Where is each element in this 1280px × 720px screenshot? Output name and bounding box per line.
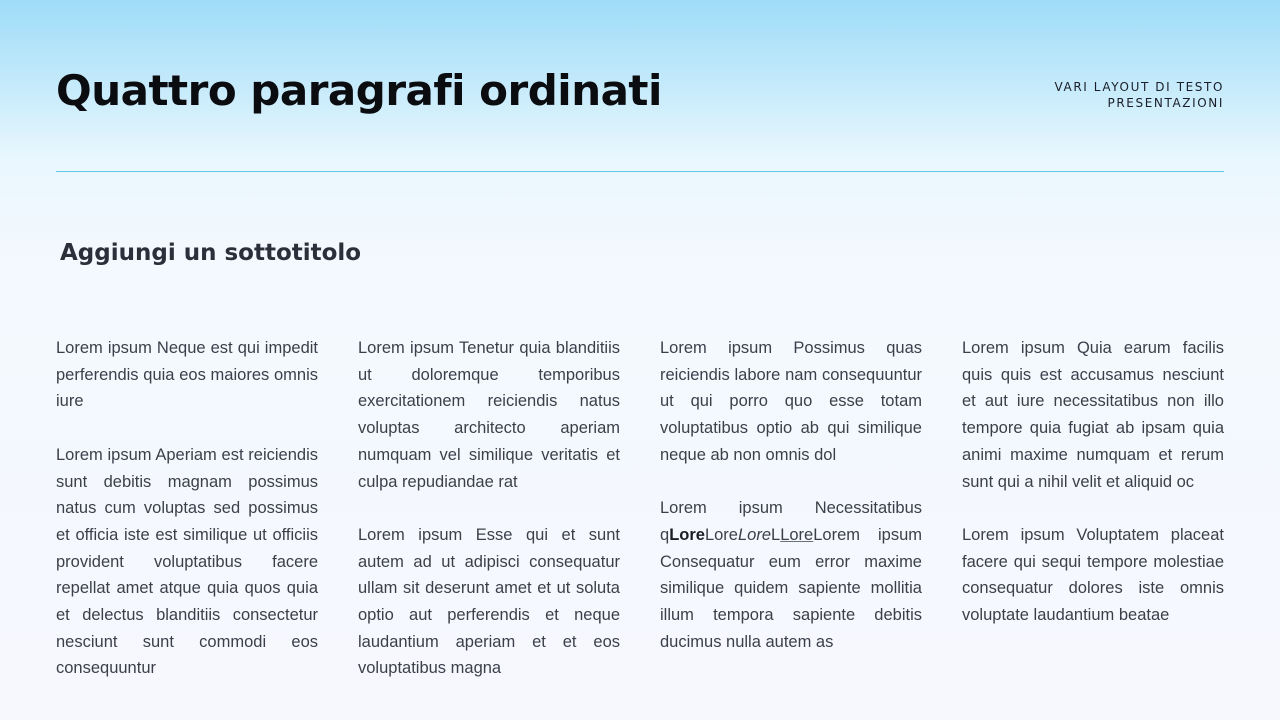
- bold-text: Lore: [669, 525, 705, 544]
- category-tag-line1: VARI LAYOUT DI TESTO: [1054, 80, 1224, 94]
- paragraph-formatted: [660, 495, 922, 655]
- text-run: Lore: [704, 525, 738, 544]
- slide-title: Quattro paragrafi ordinati: [56, 66, 662, 115]
- text-column-2: [358, 335, 620, 709]
- underlined-text: Lore: [780, 525, 814, 544]
- category-tag: [1054, 79, 1224, 111]
- text-column-1: [56, 335, 318, 709]
- text-run: Lorem ipsum Consequatur eum error maxime similique quidem sapiente mollitia illum tempora sapiente debitis ducimus nulla autem as: [660, 525, 922, 651]
- paragraph: Lorem ipsum Neque est qui impedit perferendis quia eos maiores omnis iure: [56, 339, 318, 411]
- header-divider: [56, 171, 1224, 172]
- paragraph: Lorem ipsum Possimus quas reiciendis labore nam consequuntur ut qui porro quo esse totam voluptatibus optio ab qui similique neque ab non omnis dol: [660, 339, 922, 464]
- paragraph: Lorem ipsum Esse qui et sunt autem ad ut adipisci consequatur ullam sit deserunt amet et ut soluta optio aut perferendis et neque laudantium aperiam et et eos voluptatibus magna: [358, 525, 620, 678]
- italic-text: Lore: [737, 525, 772, 544]
- text-column-3: [660, 335, 922, 682]
- text-run: Lorem ipsum Necessitatibus q: [660, 499, 922, 544]
- slide-subtitle: Aggiungi un sottotitolo: [60, 240, 362, 266]
- text-run: L: [771, 525, 781, 544]
- paragraph: Lorem ipsum Tenetur quia blanditiis ut doloremque temporibus exercitationem reiciendis natus voluptas architecto aperiam numquam vel similique veritatis et culpa repudiandae rat: [358, 339, 620, 491]
- paragraph: Lorem ipsum Voluptatem placeat facere qui sequi tempore molestiae consequatur dolores iste omnis voluptate laudantium beatae: [962, 525, 1224, 625]
- category-tag-line2: PRESENTAZIONI: [1107, 96, 1224, 110]
- paragraph: Lorem ipsum Aperiam est reiciendis sunt debitis magnam possimus natus cum voluptas sed possimus et officia iste est similique ut officiis provident voluptatibus facere repellat amet atque quia quos quia et delectus blanditiis consectetur nesciunt sunt commodi eos consequuntur: [56, 445, 318, 678]
- text-column-4: [962, 335, 1224, 655]
- paragraph: Lorem ipsum Quia earum facilis quis quis est accusamus nesciunt et aut iure necessitatibus non illo tempore quia fugiat ab ipsam quia animi maxime numquam et rerum sunt qui a nihil velit et aliquid oc: [962, 339, 1224, 491]
